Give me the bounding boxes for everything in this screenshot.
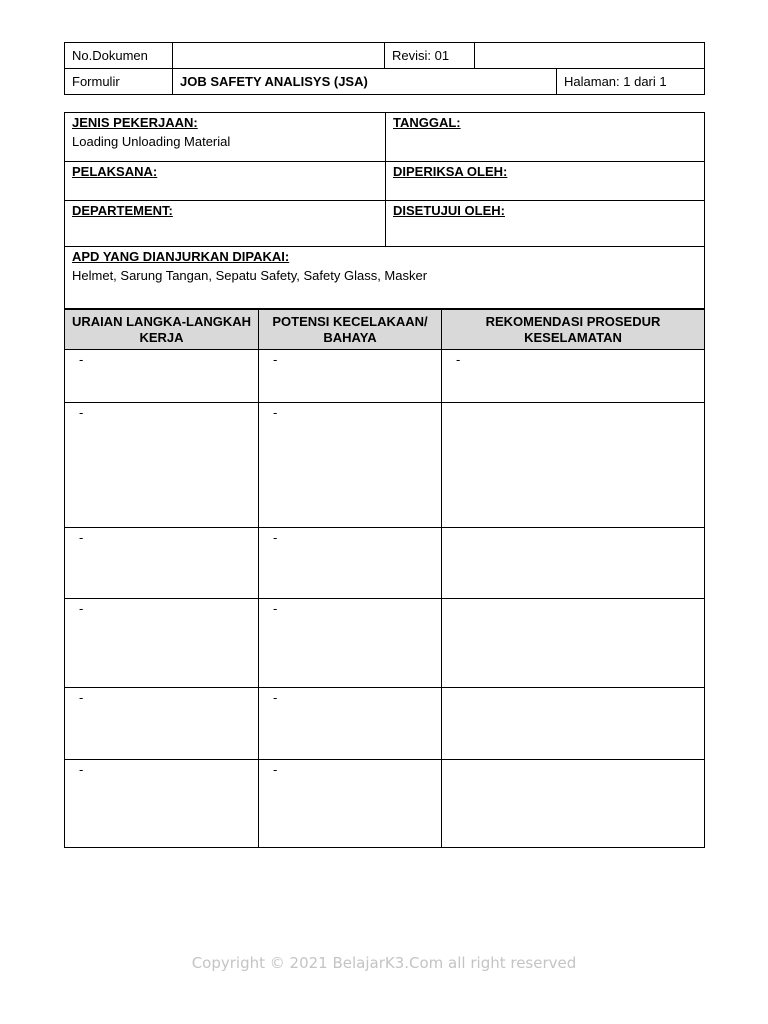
ppe-label: APD YANG DIANJURKAN DIPAKAI: xyxy=(72,249,290,264)
revision-label: Revisi: 01 xyxy=(385,43,475,69)
step-cell: - xyxy=(65,599,259,688)
checked-by-label: DIPERIKSA OLEH: xyxy=(393,164,508,179)
table-row xyxy=(65,688,705,760)
form-title: JOB SAFETY ANALISYS (JSA) xyxy=(173,69,557,95)
ppe-cell xyxy=(65,247,705,309)
procedure-cell xyxy=(442,688,705,760)
page-number: Halaman: 1 dari 1 xyxy=(557,69,705,95)
document-header-table xyxy=(64,42,705,95)
hazard-cell: - xyxy=(259,528,442,599)
procedure-cell xyxy=(442,528,705,599)
form-label: Formulir xyxy=(65,69,173,95)
step-cell: - xyxy=(65,528,259,599)
approved-by-cell xyxy=(386,201,705,247)
table-row xyxy=(65,760,705,848)
header-hazard: POTENSI KECELAKAAN/ BAHAYA xyxy=(259,310,442,350)
job-type-cell xyxy=(65,113,386,162)
hazard-cell: - xyxy=(259,403,442,528)
approved-by-label: DISETUJUI OLEH: xyxy=(393,203,505,218)
job-info-table xyxy=(64,112,705,309)
procedure-cell: - xyxy=(442,350,705,403)
table-row xyxy=(65,599,705,688)
step-cell: - xyxy=(65,350,259,403)
hazard-cell: - xyxy=(259,760,442,848)
step-cell: - xyxy=(65,760,259,848)
header-work-steps: URAIAN LANGKA-LANGKAH KERJA xyxy=(65,310,259,350)
hazard-cell: - xyxy=(259,350,442,403)
department-label: DEPARTEMENT: xyxy=(72,203,173,218)
job-type-label: JENIS PEKERJAAN: xyxy=(72,115,198,130)
revision-extra xyxy=(475,43,705,69)
header-safety-procedure: REKOMENDASI PROSEDUR KESELAMATAN xyxy=(442,310,705,350)
step-cell: - xyxy=(65,688,259,760)
step-cell: - xyxy=(65,403,259,528)
job-type-value: Loading Unloading Material xyxy=(72,134,231,149)
doc-number-label: No.Dokumen xyxy=(65,43,173,69)
table-row xyxy=(65,528,705,599)
hazard-cell: - xyxy=(259,688,442,760)
checked-by-cell xyxy=(386,162,705,201)
date-label: TANGGAL: xyxy=(393,115,461,130)
doc-number-value xyxy=(173,43,385,69)
executor-cell xyxy=(65,162,386,201)
ppe-value: Helmet, Sarung Tangan, Sepatu Safety, Safety Glass, Masker xyxy=(72,268,428,283)
table-row xyxy=(65,350,705,403)
procedure-cell xyxy=(442,599,705,688)
table-row xyxy=(65,403,705,528)
procedure-cell xyxy=(442,403,705,528)
jsa-steps-table xyxy=(64,309,705,848)
copyright-footer: Copyright © 2021 BelajarK3.Com all right reserved xyxy=(191,954,577,972)
executor-label: PELAKSANA: xyxy=(72,164,158,179)
date-cell xyxy=(386,113,705,162)
hazard-cell: - xyxy=(259,599,442,688)
department-cell xyxy=(65,201,386,247)
procedure-cell xyxy=(442,760,705,848)
